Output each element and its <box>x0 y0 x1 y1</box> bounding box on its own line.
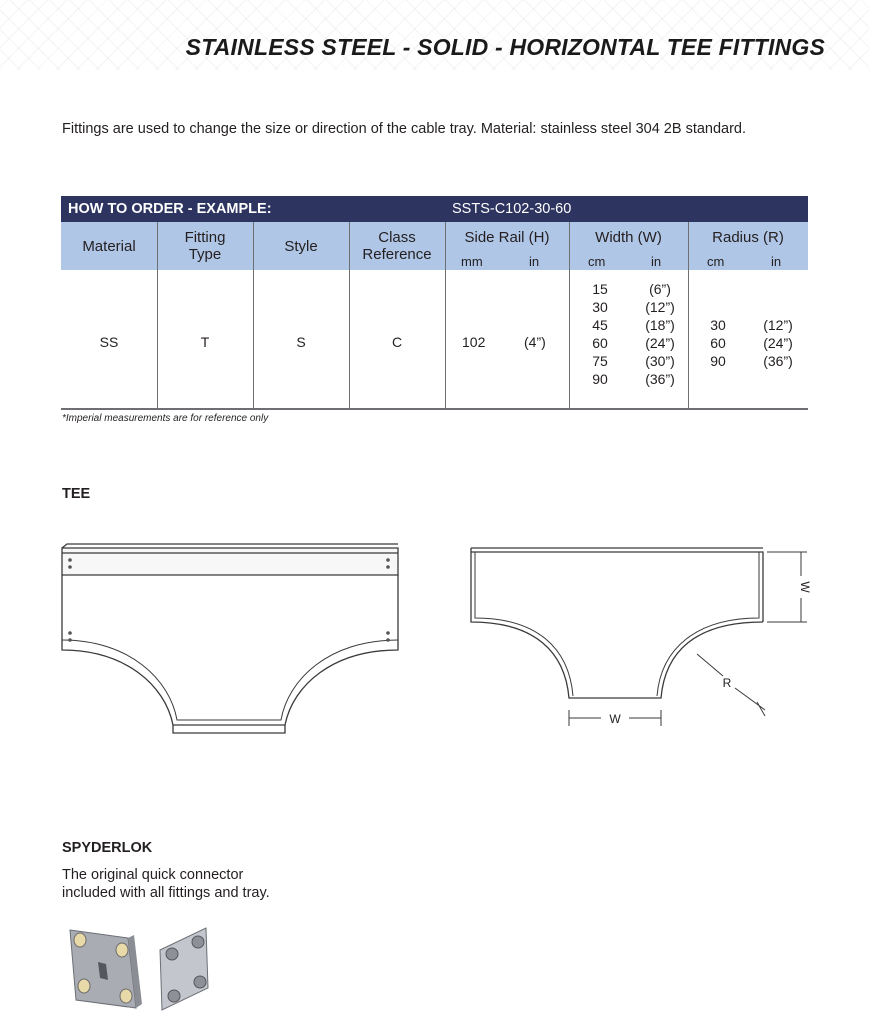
spyderlok-connector-image <box>68 920 218 1020</box>
cell-side-rail-mm: 102 <box>462 334 486 350</box>
unit-in: in <box>771 254 782 269</box>
column-divider <box>688 222 689 408</box>
column-divider <box>569 222 570 408</box>
tee-drawing-left <box>55 540 405 740</box>
cell-style: S <box>296 334 306 350</box>
cell-fitting-type: T <box>200 334 210 350</box>
cell-radius-in: (12”) (24”) (36”) <box>763 317 793 369</box>
unit-in: in <box>651 254 662 269</box>
spyderlok-description: The original quick connector included with all fittings and tray. <box>62 867 270 901</box>
unit-mm: mm <box>461 254 483 269</box>
how-to-order-table <box>61 196 808 410</box>
dim-w-side-label: W <box>798 581 812 593</box>
order-table-header-bar <box>61 196 808 222</box>
cell-material: SS <box>99 334 119 350</box>
col-header-side-rail: Side Rail (H) <box>464 229 550 246</box>
col-header-material: Material <box>82 237 136 255</box>
connector-plate-front <box>70 930 142 1008</box>
dim-w-bottom-label: W <box>609 712 621 726</box>
connector-plate-side <box>160 928 208 1010</box>
column-divider <box>445 222 446 408</box>
col-header-style: Style <box>284 237 318 255</box>
col-header-radius: Radius (R) <box>712 229 784 246</box>
unit-cm: cm <box>707 254 725 269</box>
col-header-width: Width (W) <box>595 229 662 246</box>
unit-in: in <box>529 254 540 269</box>
cell-radius-cm: 30 60 90 <box>710 317 726 369</box>
cell-width-in: (6”) (12”) (18”) (24”) (30”) (36”) <box>645 281 675 387</box>
order-example-label: HOW TO ORDER - EXAMPLE: <box>68 201 272 217</box>
page-title: STAINLESS STEEL - SOLID - HORIZONTAL TEE FITTINGS <box>185 34 825 60</box>
order-example-code: SSTS-C102-30-60 <box>452 201 572 217</box>
col-header-fitting-type: Fitting Type <box>184 229 226 263</box>
dim-r-label: R <box>722 676 732 690</box>
cell-side-rail-in: (4”) <box>524 334 546 350</box>
imperial-footnote: *Imperial measurements are for reference only <box>62 413 269 424</box>
tee-heading: TEE <box>62 486 91 502</box>
tee-drawing-right <box>465 540 820 740</box>
unit-cm: cm <box>588 254 606 269</box>
intro-text: Fittings are used to change the size or direction of the cable tray. Material: stainless steel 304 2B standard. <box>62 121 747 137</box>
col-header-class: Class Reference <box>362 229 432 263</box>
spyderlok-heading: SPYDERLOK <box>62 840 153 856</box>
cell-class: C <box>391 334 403 350</box>
order-table-grid <box>61 222 808 410</box>
cell-width-cm: 15 30 45 60 75 90 <box>592 281 608 387</box>
